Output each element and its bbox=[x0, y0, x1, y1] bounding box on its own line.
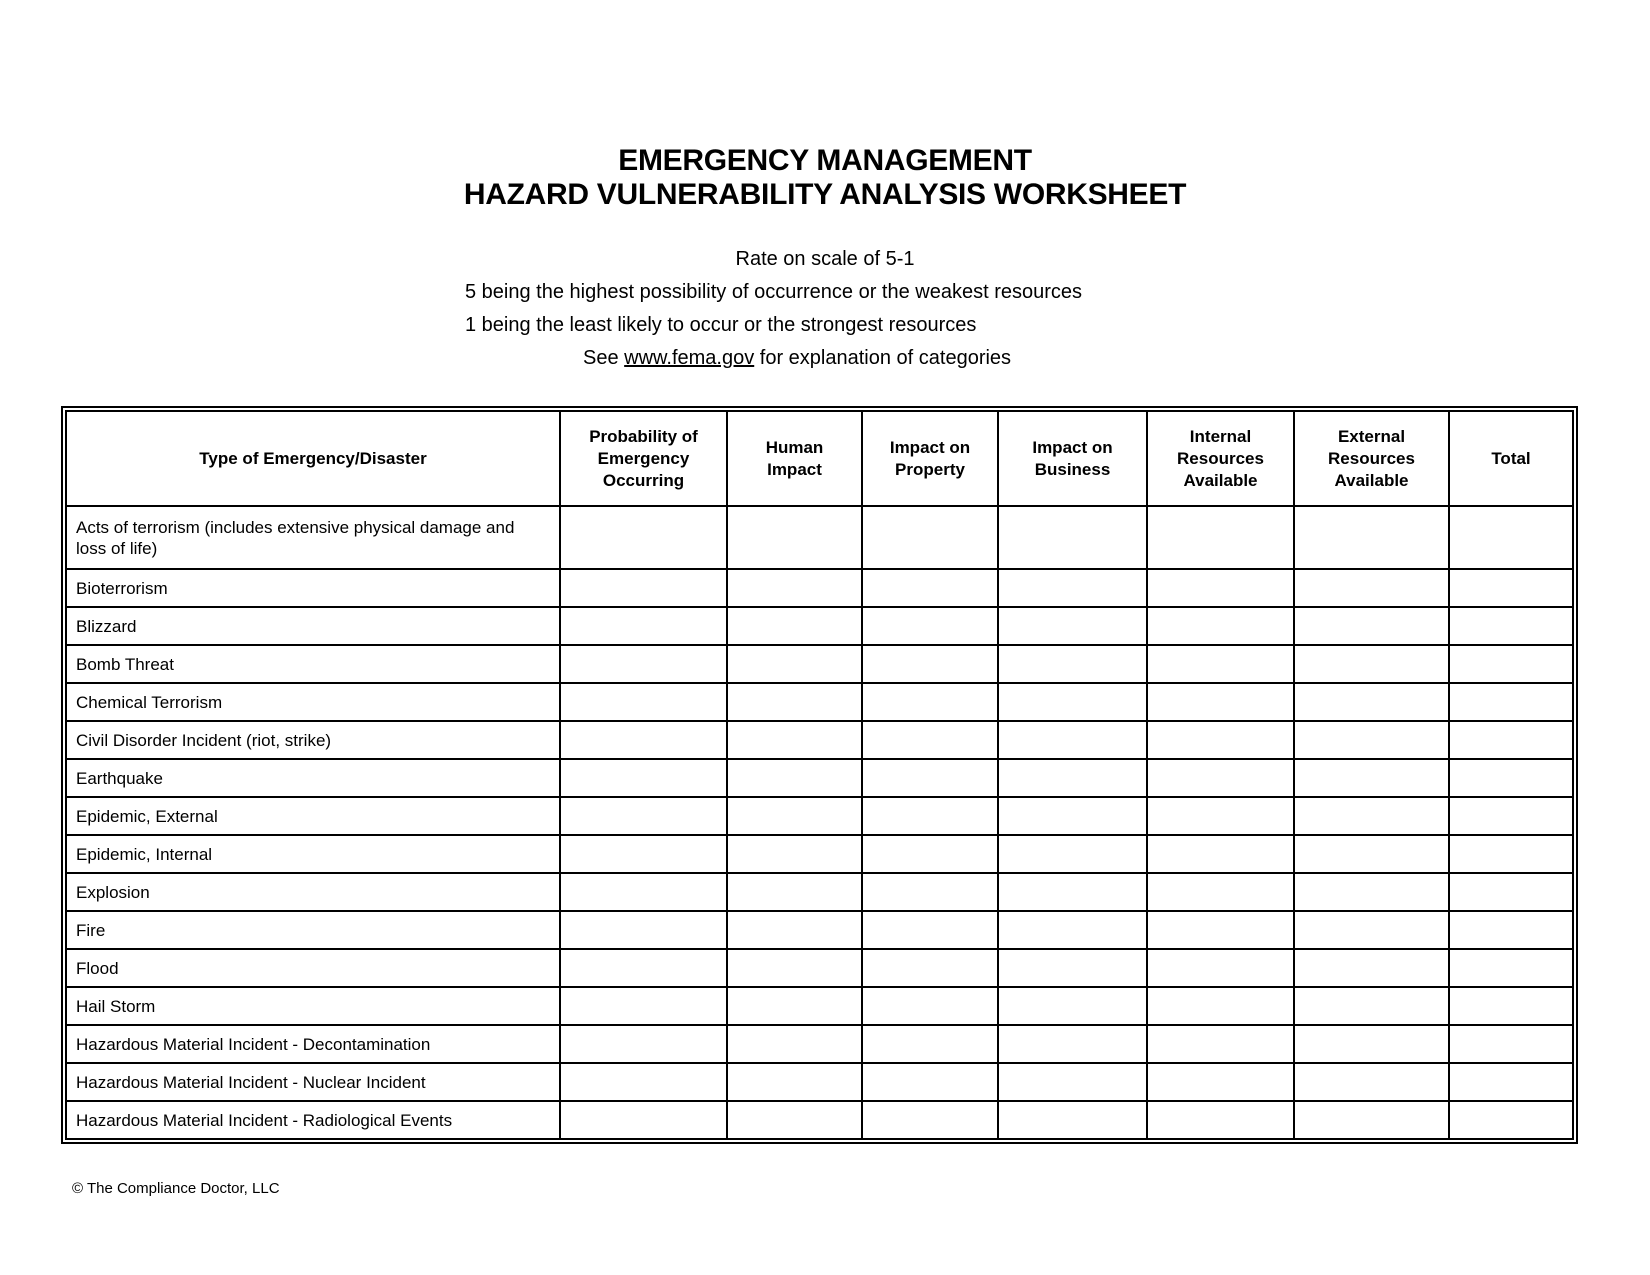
fema-note-prefix: See bbox=[583, 347, 625, 369]
rating-cell[interactable] bbox=[1147, 721, 1294, 759]
rating-cell[interactable] bbox=[862, 645, 998, 683]
rating-cell[interactable] bbox=[862, 949, 998, 987]
row-label: Blizzard bbox=[66, 607, 560, 645]
table-row bbox=[66, 873, 1573, 911]
rating-cell[interactable] bbox=[560, 949, 727, 987]
rating-cell[interactable] bbox=[727, 987, 862, 1025]
rating-cell[interactable] bbox=[1294, 1101, 1449, 1139]
rating-cell[interactable] bbox=[1147, 873, 1294, 911]
rating-cell[interactable] bbox=[862, 1025, 998, 1063]
rating-cell[interactable] bbox=[862, 797, 998, 835]
column-header: Probability of Emergency Occurring bbox=[560, 411, 727, 506]
rating-cell[interactable] bbox=[1449, 1101, 1573, 1139]
rating-cell[interactable] bbox=[862, 873, 998, 911]
rating-cell[interactable] bbox=[727, 645, 862, 683]
rating-cell[interactable] bbox=[727, 911, 862, 949]
table-row bbox=[66, 569, 1573, 607]
rating-cell[interactable] bbox=[1294, 506, 1449, 569]
rating-cell[interactable] bbox=[560, 569, 727, 607]
row-label: Hazardous Material Incident - Nuclear Incident bbox=[66, 1063, 560, 1101]
rating-cell[interactable] bbox=[560, 721, 727, 759]
rating-cell[interactable] bbox=[1294, 569, 1449, 607]
rating-cell[interactable] bbox=[1294, 645, 1449, 683]
rating-cell[interactable] bbox=[1147, 607, 1294, 645]
rating-cell[interactable] bbox=[560, 607, 727, 645]
rating-cell[interactable] bbox=[560, 683, 727, 721]
rating-cell[interactable] bbox=[727, 797, 862, 835]
rating-cell[interactable] bbox=[727, 569, 862, 607]
rating-cell[interactable] bbox=[1294, 1025, 1449, 1063]
rating-cell[interactable] bbox=[1449, 911, 1573, 949]
rating-cell[interactable] bbox=[998, 1063, 1147, 1101]
rating-cell[interactable] bbox=[1147, 987, 1294, 1025]
rating-cell[interactable] bbox=[1449, 607, 1573, 645]
rating-cell[interactable] bbox=[727, 759, 862, 797]
rating-cell[interactable] bbox=[727, 873, 862, 911]
rating-cell[interactable] bbox=[1294, 759, 1449, 797]
rating-cell[interactable] bbox=[1294, 949, 1449, 987]
rating-cell[interactable] bbox=[1449, 987, 1573, 1025]
table-row bbox=[66, 911, 1573, 949]
rating-cell[interactable] bbox=[998, 759, 1147, 797]
rating-cell[interactable] bbox=[1294, 911, 1449, 949]
table-row bbox=[66, 721, 1573, 759]
rating-cell[interactable] bbox=[727, 835, 862, 873]
rating-cell[interactable] bbox=[727, 607, 862, 645]
rating-cell[interactable] bbox=[998, 873, 1147, 911]
rating-cell[interactable] bbox=[862, 607, 998, 645]
rating-cell[interactable] bbox=[998, 911, 1147, 949]
rating-cell[interactable] bbox=[1449, 835, 1573, 873]
rating-cell[interactable] bbox=[998, 683, 1147, 721]
rating-cell[interactable] bbox=[862, 683, 998, 721]
table-row bbox=[66, 949, 1573, 987]
rating-cell[interactable] bbox=[1449, 569, 1573, 607]
table-row bbox=[66, 759, 1573, 797]
title-line-1: EMERGENCY MANAGEMENT bbox=[618, 144, 1032, 177]
table-row bbox=[66, 506, 1573, 569]
row-label: Explosion bbox=[66, 873, 560, 911]
table-row bbox=[66, 683, 1573, 721]
rating-cell[interactable] bbox=[1147, 569, 1294, 607]
rating-cell[interactable] bbox=[1294, 873, 1449, 911]
rating-cell[interactable] bbox=[1147, 759, 1294, 797]
rating-cell[interactable] bbox=[560, 873, 727, 911]
column-header: Type of Emergency/Disaster bbox=[66, 411, 560, 506]
rating-cell[interactable] bbox=[998, 835, 1147, 873]
table-row bbox=[66, 835, 1573, 873]
rating-cell[interactable] bbox=[862, 1101, 998, 1139]
rating-cell[interactable] bbox=[1147, 949, 1294, 987]
column-header: Internal Resources Available bbox=[1147, 411, 1294, 506]
fema-reference-note bbox=[583, 345, 1011, 371]
rating-cell[interactable] bbox=[998, 797, 1147, 835]
rating-cell[interactable] bbox=[998, 569, 1147, 607]
scale-low-note: 1 being the least likely to occur or the strongest resources bbox=[465, 314, 977, 336]
rating-cell[interactable] bbox=[727, 949, 862, 987]
table-row bbox=[66, 1025, 1573, 1063]
rating-cell[interactable] bbox=[727, 506, 862, 569]
rating-cell[interactable] bbox=[1449, 1025, 1573, 1063]
table-header-row bbox=[66, 411, 1573, 506]
rating-cell[interactable] bbox=[727, 1063, 862, 1101]
row-label: Civil Disorder Incident (riot, strike) bbox=[66, 721, 560, 759]
rating-cell[interactable] bbox=[1294, 797, 1449, 835]
rating-cell[interactable] bbox=[1147, 911, 1294, 949]
rating-cell[interactable] bbox=[560, 645, 727, 683]
row-label: Bomb Threat bbox=[66, 645, 560, 683]
fema-note-suffix: for explanation of categories bbox=[754, 347, 1012, 369]
rating-cell[interactable] bbox=[1449, 949, 1573, 987]
rating-cell[interactable] bbox=[1147, 683, 1294, 721]
rating-cell[interactable] bbox=[560, 759, 727, 797]
rating-scale-note: Rate on scale of 5-1 bbox=[735, 248, 915, 270]
rating-cell[interactable] bbox=[998, 607, 1147, 645]
rating-cell[interactable] bbox=[998, 1025, 1147, 1063]
rating-cell[interactable] bbox=[560, 797, 727, 835]
row-label: Earthquake bbox=[66, 759, 560, 797]
rating-cell[interactable] bbox=[862, 759, 998, 797]
rating-cell[interactable] bbox=[1449, 1063, 1573, 1101]
rating-cell[interactable] bbox=[727, 1025, 862, 1063]
rating-cell[interactable] bbox=[1294, 607, 1449, 645]
rating-cell[interactable] bbox=[560, 911, 727, 949]
rating-cell[interactable] bbox=[998, 987, 1147, 1025]
row-label: Acts of terrorism (includes extensive physical damage and loss of life) bbox=[66, 506, 560, 569]
table-row bbox=[66, 987, 1573, 1025]
scale-high-note: 5 being the highest possibility of occurrence or the weakest resources bbox=[465, 281, 1083, 303]
table-row bbox=[66, 645, 1573, 683]
fema-link[interactable]: www.fema.gov bbox=[624, 347, 755, 369]
table-row bbox=[66, 1063, 1573, 1101]
rating-cell[interactable] bbox=[560, 506, 727, 569]
row-label: Flood bbox=[66, 949, 560, 987]
rating-cell[interactable] bbox=[560, 987, 727, 1025]
rating-cell[interactable] bbox=[560, 1063, 727, 1101]
rating-cell[interactable] bbox=[1147, 645, 1294, 683]
rating-cell[interactable] bbox=[998, 1101, 1147, 1139]
rating-cell[interactable] bbox=[1294, 835, 1449, 873]
table-row bbox=[66, 797, 1573, 835]
rating-cell[interactable] bbox=[1449, 683, 1573, 721]
rating-cell[interactable] bbox=[1147, 797, 1294, 835]
row-label: Epidemic, External bbox=[66, 797, 560, 835]
rating-cell[interactable] bbox=[998, 645, 1147, 683]
row-label: Hazardous Material Incident - Radiological Events bbox=[66, 1101, 560, 1139]
title-line-2: HAZARD VULNERABILITY ANALYSIS WORKSHEET bbox=[463, 178, 1187, 211]
rating-cell[interactable] bbox=[862, 1063, 998, 1101]
row-label: Hail Storm bbox=[66, 987, 560, 1025]
rating-cell[interactable] bbox=[862, 987, 998, 1025]
rating-cell[interactable] bbox=[1147, 506, 1294, 569]
rating-cell[interactable] bbox=[862, 721, 998, 759]
rating-cell[interactable] bbox=[1449, 797, 1573, 835]
rating-cell[interactable] bbox=[727, 721, 862, 759]
row-label: Bioterrorism bbox=[66, 569, 560, 607]
rating-cell[interactable] bbox=[862, 569, 998, 607]
rating-cell[interactable] bbox=[862, 911, 998, 949]
rating-cell[interactable] bbox=[1294, 721, 1449, 759]
rating-cell[interactable] bbox=[727, 683, 862, 721]
copyright-notice: © The Compliance Doctor, LLC bbox=[72, 1180, 280, 1197]
column-header: Total bbox=[1449, 411, 1573, 506]
rating-cell[interactable] bbox=[1449, 506, 1573, 569]
page-title bbox=[0, 144, 1650, 212]
column-header: External Resources Available bbox=[1294, 411, 1449, 506]
rating-cell[interactable] bbox=[1147, 1063, 1294, 1101]
table-row bbox=[66, 607, 1573, 645]
rating-cell[interactable] bbox=[560, 835, 727, 873]
rating-cell[interactable] bbox=[1294, 1063, 1449, 1101]
row-label: Epidemic, Internal bbox=[66, 835, 560, 873]
rating-cell[interactable] bbox=[998, 721, 1147, 759]
row-label: Hazardous Material Incident - Decontamination bbox=[66, 1025, 560, 1063]
row-label: Chemical Terrorism bbox=[66, 683, 560, 721]
rating-cell[interactable] bbox=[1294, 683, 1449, 721]
rating-cell[interactable] bbox=[998, 949, 1147, 987]
row-label: Fire bbox=[66, 911, 560, 949]
rating-cell[interactable] bbox=[1449, 873, 1573, 911]
rating-cell[interactable] bbox=[1147, 835, 1294, 873]
column-header: Human Impact bbox=[727, 411, 862, 506]
table-row bbox=[66, 1101, 1573, 1139]
rating-cell[interactable] bbox=[1449, 721, 1573, 759]
rating-cell[interactable] bbox=[1449, 645, 1573, 683]
column-header: Impact on Property bbox=[862, 411, 998, 506]
hazard-vulnerability-table bbox=[61, 406, 1578, 1144]
rating-cell[interactable] bbox=[862, 506, 998, 569]
rating-cell[interactable] bbox=[862, 835, 998, 873]
rating-cell[interactable] bbox=[1147, 1025, 1294, 1063]
column-header: Impact on Business bbox=[998, 411, 1147, 506]
rating-cell[interactable] bbox=[1449, 759, 1573, 797]
rating-cell[interactable] bbox=[560, 1101, 727, 1139]
rating-cell[interactable] bbox=[727, 1101, 862, 1139]
rating-cell[interactable] bbox=[1147, 1101, 1294, 1139]
rating-cell[interactable] bbox=[560, 1025, 727, 1063]
rating-cell[interactable] bbox=[998, 506, 1147, 569]
rating-cell[interactable] bbox=[1294, 987, 1449, 1025]
